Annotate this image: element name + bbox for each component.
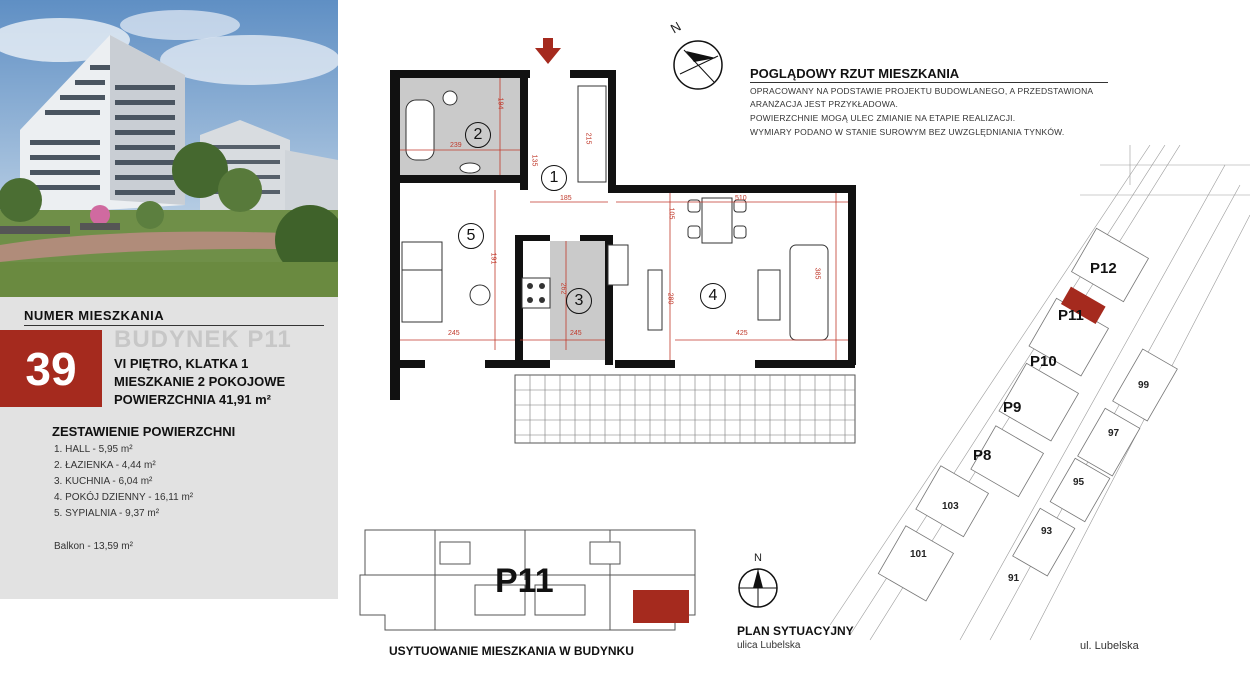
plan-note: POWIERZCHNIE MOGĄ ULEC ZMIANIE NA ETAPIE REALIZACJI.: [750, 113, 1016, 123]
dimension-label: 135: [530, 154, 538, 167]
apartment-number-heading: NUMER MIESZKANIA: [24, 308, 165, 323]
plan-note: WYMIARY PODANO W STANIE SUROWYM BEZ UWZGLĘDNIANIA TYNKÓW.: [750, 127, 1065, 137]
plot-number: 99: [1138, 380, 1150, 391]
dimension-label: 239: [450, 142, 462, 149]
room-area-item: 3. KUCHNIA - 6,04 m²: [54, 476, 153, 487]
dimension-label: 262: [559, 282, 567, 295]
building-label-p12: P12: [1090, 260, 1117, 277]
site-compass-north-label: N: [754, 552, 762, 564]
plan-title-underline: [750, 82, 1108, 83]
plot-number: 97: [1108, 428, 1120, 439]
building-label-p9: P9: [1003, 399, 1022, 416]
plot-number: 93: [1041, 526, 1053, 537]
compass-icon: [668, 32, 728, 92]
dimension-label: 191: [489, 252, 497, 265]
plot-number: 95: [1073, 477, 1085, 488]
building-rendering-image: [0, 0, 338, 297]
room-area-item: 4. POKÓJ DZIENNY - 16,11 m²: [54, 492, 194, 503]
plot-number: 101: [910, 549, 927, 560]
building-diagram-label: P11: [495, 562, 554, 600]
building-diagram-caption: USYTUOWANIE MIESZKANIA W BUDYNKU: [389, 644, 634, 658]
building-photo: [0, 0, 338, 297]
plan-title: POGLĄDOWY RZUT MIESZKANIA: [750, 66, 960, 81]
balcony-area: Balkon - 13,59 m²: [54, 541, 133, 552]
building-label: BUDYNEK P11: [114, 326, 292, 353]
room-area-item: 5. SYPIALNIA - 9,37 m²: [54, 508, 160, 519]
dimension-label: 105: [667, 207, 675, 220]
site-plan-street: ulica Lubelska: [737, 640, 801, 651]
site-plan-title: PLAN SYTUACYJNY: [737, 624, 854, 638]
area-info: POWIERZCHNIA 41,91 m²: [114, 392, 271, 407]
building-label-p10: P10: [1030, 353, 1057, 370]
dimension-label: 385: [813, 267, 821, 280]
room-number-1: 1: [541, 165, 567, 191]
compass-north-label: N: [667, 18, 684, 37]
dimension-label: 245: [448, 330, 460, 337]
plot-number: 103: [942, 501, 959, 512]
room-number-2: 2: [465, 122, 491, 148]
room-number-5: 5: [458, 223, 484, 249]
floor-info: VI PIĘTRO, KLATKA 1: [114, 356, 249, 371]
room-area-item: 2. ŁAZIENKA - 4,44 m²: [54, 460, 156, 471]
plot-number: 91: [1008, 573, 1020, 584]
site-plan-map: [830, 145, 1250, 645]
dimension-label: 425: [736, 330, 748, 337]
plan-note: OPRACOWANY NA PODSTAWIE PROJEKTU BUDOWLANEGO, A PRZEDSTAWIONA: [750, 86, 1094, 96]
street-label: ul. Lubelska: [1080, 640, 1139, 652]
building-label-p11: P11: [1058, 307, 1084, 324]
area-summary-title: ZESTAWIENIE POWIERZCHNI: [52, 424, 236, 439]
room-number-4: 4: [700, 283, 726, 309]
plan-note: ARANŻACJA JEST PRZYKŁADOWA.: [750, 99, 899, 109]
room-number-3: 3: [566, 288, 592, 314]
dimension-label: 194: [496, 97, 504, 110]
dimension-label: 280: [666, 292, 674, 305]
building-label-p8: P8: [973, 447, 992, 464]
site-compass-icon: [736, 560, 780, 610]
dimension-label: 510: [735, 195, 747, 202]
entrance-arrow-icon: [535, 38, 561, 64]
room-area-item: 1. HALL - 5,95 m²: [54, 444, 133, 455]
dimension-label: 185: [560, 195, 572, 202]
apartment-location-highlight: [633, 590, 689, 623]
dimension-label: 245: [570, 330, 582, 337]
rooms-info: MIESZKANIE 2 POKOJOWE: [114, 374, 286, 389]
apartment-number-badge: 39: [0, 330, 102, 407]
dimension-label: 215: [584, 132, 592, 145]
